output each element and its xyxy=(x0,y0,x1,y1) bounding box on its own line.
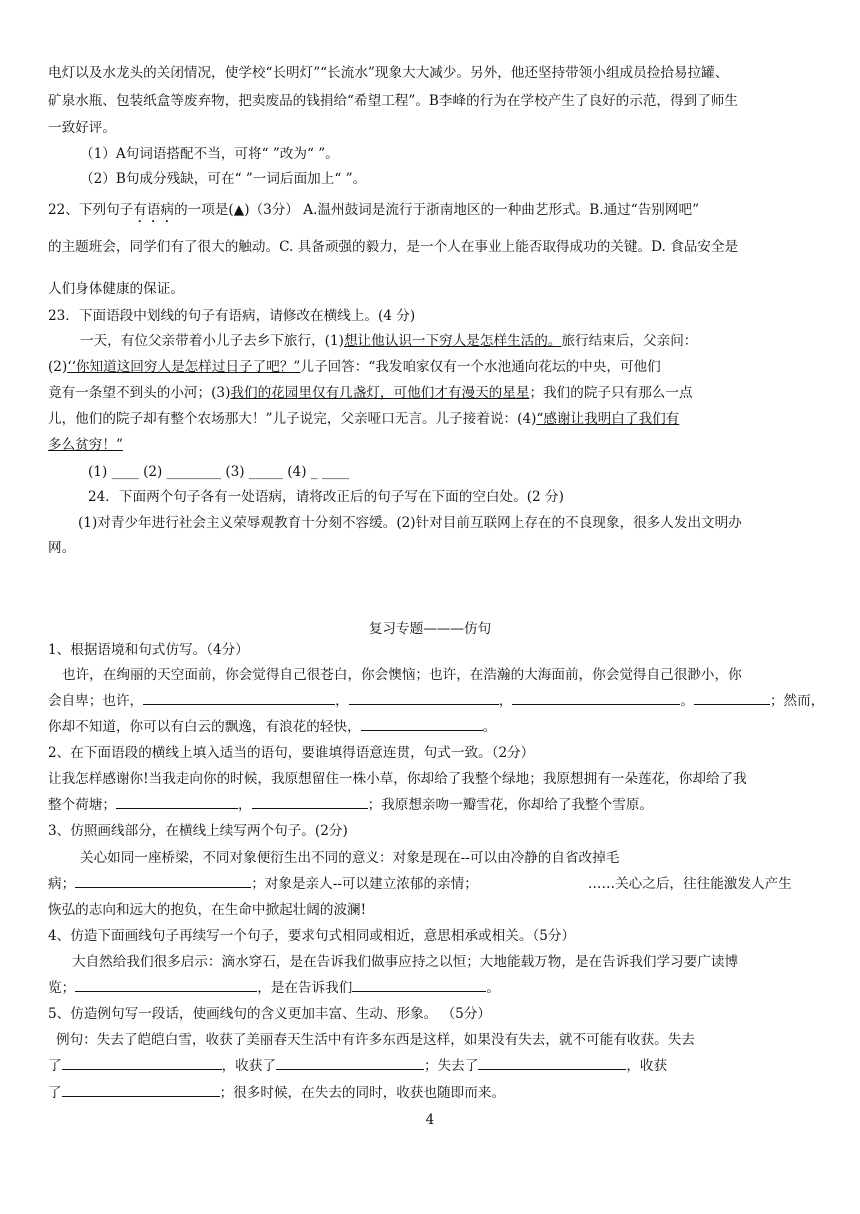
s5-line-1: 例句：失去了皑皑白雪，收获了美丽春天生活中有许多东西是这样，如果没有失去，就不可能有收获。失去 xyxy=(56,1032,695,1048)
s5-text: ；失去了 xyxy=(423,1058,479,1074)
q23-text: 儿，他们的院子却有整个农场那大！”儿子说完，父亲哑口无言。儿子接着说：(4) xyxy=(48,411,537,427)
q21-line-1: 电灯以及水龙头的关闭情况，使学校“长明灯”“长流水”现象大大减少。另外，他还坚持带领小组成员捡拾易拉罐、 xyxy=(48,65,729,81)
blank[interactable] xyxy=(352,977,486,992)
s3-text: ；对象是亲人--可以建立浓郁的亲情； xyxy=(251,876,478,892)
q22-line-1 xyxy=(48,197,828,226)
blank[interactable] xyxy=(361,716,483,731)
blank[interactable] xyxy=(349,690,499,705)
s5-text: 了 xyxy=(48,1085,62,1101)
q23-underlined-5: 多么贫穷！” xyxy=(48,437,123,453)
s5-text: 了 xyxy=(48,1058,62,1074)
s1-line-1: 也许，在绚丽的天空面前，你会觉得自己很苍白，你会懊恼；也许，在浩瀚的大海面前，你会觉得自己很渺小，你 xyxy=(62,667,742,683)
s2-text: 整个荷塘； xyxy=(48,797,116,813)
q21-sub-2: （2）B句成分残缺，可在“ ”一词后面加上“ ”。 xyxy=(80,171,367,187)
s5-line-3 xyxy=(48,1080,828,1106)
q24-line-1: (1)对青少年进行社会主义荣辱观教育十分刻不容缓。(2)针对目前互联网上存在的不良现象，很多人发出文明办 xyxy=(78,515,742,531)
s2-line-2 xyxy=(48,792,828,818)
s4-line-2 xyxy=(48,975,828,1001)
blank[interactable] xyxy=(143,690,335,705)
q23-underlined-4: “感谢让我明白了我们有 xyxy=(536,411,680,427)
s5-text: ，收获 xyxy=(626,1058,668,1074)
q22-suffix: 的一项是(▲)（3分） A.温州鼓词是流行于浙南地区的一种曲艺形式。B.通过“告别网吧” xyxy=(174,202,700,218)
blank[interactable] xyxy=(116,794,238,809)
q24-title: 24．下面两个句子各有一处语病，请将改正后的句子写在下面的空白处。(2 分) xyxy=(88,489,564,505)
q23-text: 竟有一条望不到头的小河；(3) xyxy=(48,385,231,401)
s3-text: ……关心之后，往往能激发人产生 xyxy=(587,876,792,892)
blank[interactable] xyxy=(62,1082,220,1097)
q23-line-2 xyxy=(48,354,828,380)
q22-line-3: 人们身体健康的保证。 xyxy=(48,281,184,297)
s2-line-1: 让我怎样感谢你!当我走向你的时候，我原想留住一株小草，你却给了我整个绿地；我原想拥有一朵莲花，你却给了我 xyxy=(48,771,747,787)
s3-line-1: 关心如同一座桥梁，不同对象便衍生出不同的意义：对象是现在--可以由冷静的自省改掉毛 xyxy=(80,850,620,866)
q21-sub-1: （1）A句词语搭配不当，可将“ ”改为“ ”。 xyxy=(80,146,339,162)
s1-text: ；然而， xyxy=(769,693,825,709)
s5-title: 5、仿造例句写一段话，使画线句的含义更加丰富、生动、形象。 （5分） xyxy=(48,1006,492,1022)
s4-title: 4、仿造下面画线句子再续写一个句子，要求句式相同或相近，意思相承或相关。（5分） xyxy=(48,928,576,944)
q23-line-1 xyxy=(48,328,860,354)
s2-title: 2、在下面语段的横线上填入适当的语句，要谁填得语意连贯，句式一致。（2分） xyxy=(48,745,535,761)
q23-text: ；我们的院子只有那么一点 xyxy=(529,385,693,401)
blank[interactable] xyxy=(62,1055,222,1070)
s5-line-2 xyxy=(48,1053,828,1079)
q22-prefix: 22、下列句子 xyxy=(48,202,134,218)
s3-text: 病； xyxy=(48,876,76,892)
blank[interactable] xyxy=(75,977,257,992)
q23-text: 旅行结束后，父亲问： xyxy=(561,333,698,349)
q21-line-3: 一致好评。 xyxy=(48,120,116,136)
q23-line-4 xyxy=(48,406,828,432)
q23-text: 一天，有位父亲带着小儿子去乡下旅行，(1) xyxy=(80,333,344,349)
s5-text: ，收获了 xyxy=(221,1058,276,1074)
q24-line-2: 网。 xyxy=(48,540,76,556)
s3-title: 3、仿照画线部分，在横线上续写两个句子。(2分) xyxy=(48,823,348,839)
q23-underlined-3: 我们的花园里仅有几盏灯，可他们才有漫天的星星 xyxy=(230,385,530,401)
blank[interactable] xyxy=(512,690,680,705)
s2-text: ；我原想亲吻一瓣雪花，你却给了我整个雪原。 xyxy=(367,797,654,813)
s1-text: 会自卑；也许， xyxy=(48,693,144,709)
s4-text: 。 xyxy=(486,980,500,996)
blank[interactable] xyxy=(75,873,251,888)
q23-underlined-2: ‘‘你知道这回穷人是怎样过日子了吧？” xyxy=(67,359,301,375)
s2-text: ， xyxy=(237,797,252,813)
blank[interactable] xyxy=(478,1055,626,1070)
q23-answer-blanks: (1) ____ (2) ________ (3) _____ (4) _ ____ xyxy=(88,464,350,480)
q23-line-5 xyxy=(48,432,828,458)
s1-text: ， xyxy=(335,693,349,709)
blank[interactable] xyxy=(252,794,368,809)
s3-line-3: 恢弘的志向和远大的抱负，在生命中掀起壮阔的波澜! xyxy=(48,902,367,918)
section-title: 复习专题———仿句 xyxy=(368,621,492,637)
s4-text: ，是在告诉我们 xyxy=(257,980,353,996)
blank[interactable] xyxy=(694,690,770,705)
s1-text: ， xyxy=(498,693,513,709)
s4-text: 览； xyxy=(48,980,76,996)
q23-line-3 xyxy=(48,380,828,406)
q23-title: 23．下面语段中划线的句子有语病，请修改在横线上。(4 分) xyxy=(48,308,416,324)
q23-text: (2) xyxy=(48,359,68,375)
blank[interactable] xyxy=(276,1055,424,1070)
s1-line-2 xyxy=(48,688,828,714)
q22-emphasis: 有语病 xyxy=(133,202,175,218)
page-number: 4 xyxy=(425,1112,435,1128)
q23-text: 儿子回答：“我发咱家仅有一个水池通向花坛的中央，可他们 xyxy=(300,359,661,375)
s1-line-3 xyxy=(48,714,828,740)
s4-line-1: 大自然给我们很多启示：滴水穿石，是在告诉我们做事应持之以恒；大地能载万物，是在告诉我们学习要广读博 xyxy=(72,954,739,970)
s5-text: ；很多时候，在失去的同时，收获也随即而来。 xyxy=(219,1085,506,1101)
s3-line-2 xyxy=(48,871,828,897)
q23-underlined-1: 想让他认识一下穷人是怎样生活的。 xyxy=(343,333,562,349)
q21-line-2: 矿泉水瓶、包装纸盒等废弃物，把卖废品的钱捐给“希望工程”。B李峰的行为在学校产生了良好的示范，得到了师生 xyxy=(48,93,738,109)
s1-text: 你却不知道，你可以有白云的飘逸，有浪花的轻快， xyxy=(48,719,361,735)
s1-text: 。 xyxy=(680,693,694,709)
q22-line-2: 的主题班会，同学们有了很大的触动。C. 具备顽强的毅力，是一个人在事业上能否取得成功的关键。D. 食品安全是 xyxy=(48,239,739,255)
s1-text: 。 xyxy=(482,719,497,735)
s1-title: 1、根据语境和句式仿写。（4分） xyxy=(48,642,249,658)
